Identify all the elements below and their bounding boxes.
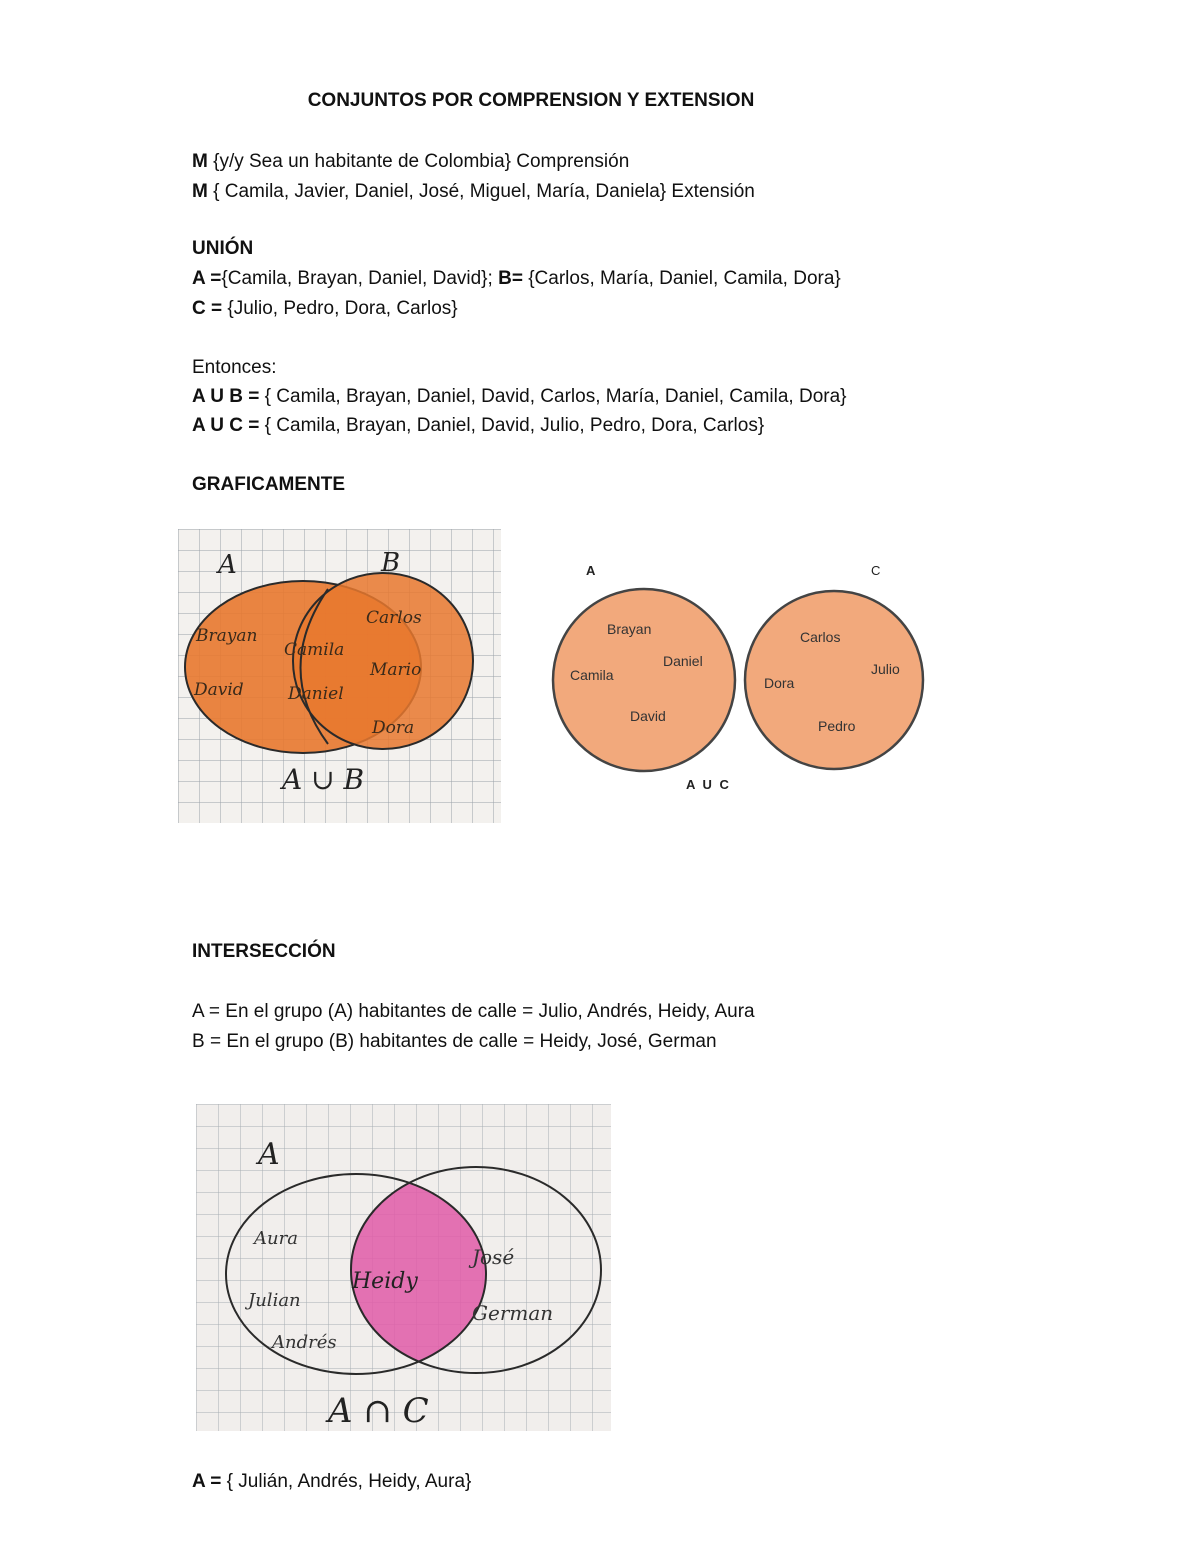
set-b-text: {Carlos, María, Daniel, Camila, Dora} — [522, 268, 841, 289]
interseccion-line-a: A = En el grupo (A) habitantes de calle = Julio, Andrés, Heidy, Aura — [192, 1001, 755, 1022]
set-c-label: C = — [192, 298, 223, 319]
set-a-text: {Camila, Brayan, Daniel, David}; — [221, 268, 493, 289]
diagram-name: Brayan — [607, 621, 652, 637]
sketch-name: Julian — [248, 1290, 301, 1311]
sketch-name: Andrés — [272, 1332, 337, 1353]
diagram-name: David — [630, 708, 666, 724]
auc-label: A U C = — [192, 415, 260, 436]
set-a-b-line — [192, 267, 841, 291]
diagram-name: Camila — [570, 667, 614, 683]
sketch-name: David — [194, 680, 244, 700]
sketch-name: Mario — [370, 660, 422, 680]
sketch-name: German — [472, 1301, 554, 1325]
aub-sketch — [178, 529, 501, 823]
sketch-caption: A ∪ B — [282, 763, 365, 796]
auc-diagram — [545, 556, 935, 796]
diagram-label-c: C — [871, 563, 881, 578]
interseccion-line-b: B = En el grupo (B) habitantes de calle = Heidy, José, German — [192, 1031, 717, 1052]
m-extension-text: { Camila, Javier, Daniel, José, Miguel, María, Daniela} Extensión — [207, 181, 755, 202]
m-label: M — [192, 151, 208, 172]
sketch-label-a: A — [258, 1137, 280, 1172]
interseccion-heading: INTERSECCIÓN — [192, 941, 336, 962]
sketch-caption: A ∩ C — [328, 1391, 429, 1431]
set-c-line — [192, 297, 458, 321]
aub-text: { Camila, Brayan, Daniel, David, Carlos, María, Daniel, Camila, Dora} — [259, 386, 847, 407]
set-a-label: A = — [192, 268, 222, 289]
sketch-label-b: B — [381, 548, 401, 578]
diagram-name: Daniel — [663, 653, 703, 669]
union-heading: UNIÓN — [192, 238, 254, 259]
aub-line — [192, 385, 847, 409]
auc-line — [192, 414, 764, 438]
auc-text: { Camila, Brayan, Daniel, David, Julio, Pedro, Dora, Carlos} — [259, 415, 765, 436]
aub-label: A U B = — [192, 386, 260, 407]
sketch-label-a: A — [218, 550, 237, 580]
diagram-caption: A U C — [686, 777, 731, 792]
sketch-name: Dora — [372, 718, 415, 738]
sketch-name: Heidy — [352, 1269, 418, 1294]
m-comprension-text: {y/y Sea un habitante de Colombia} Comprensión — [207, 151, 630, 172]
sketch-name: Camila — [284, 640, 345, 660]
set-c-text: {Julio, Pedro, Dora, Carlos} — [222, 298, 458, 319]
m-comprension-line — [192, 150, 629, 174]
diagram-name: Carlos — [800, 629, 841, 645]
sketch-name: Carlos — [366, 608, 422, 628]
set-b-label: B= — [492, 268, 523, 289]
m-label: M — [192, 181, 208, 202]
final-set-line — [192, 1470, 471, 1494]
final-set-text: { Julián, Andrés, Heidy, Aura} — [221, 1471, 472, 1492]
diagram-name: Pedro — [818, 718, 856, 734]
sketch-name: Aura — [254, 1228, 298, 1249]
graficamente-heading: GRAFICAMENTE — [192, 474, 346, 495]
sketch-name: José — [472, 1245, 515, 1269]
page-title: CONJUNTOS POR COMPRENSION Y EXTENSION — [307, 90, 755, 111]
final-set-label: A = — [192, 1471, 222, 1492]
diagram-name: Julio — [871, 661, 900, 677]
anc-sketch — [196, 1104, 611, 1431]
sketch-name: Brayan — [196, 626, 258, 646]
m-extension-line — [192, 180, 755, 204]
entonces-text: Entonces: — [192, 357, 277, 378]
diagram-name: Dora — [764, 675, 795, 691]
sketch-name: Daniel — [288, 684, 344, 704]
diagram-label-a: A — [586, 563, 596, 578]
